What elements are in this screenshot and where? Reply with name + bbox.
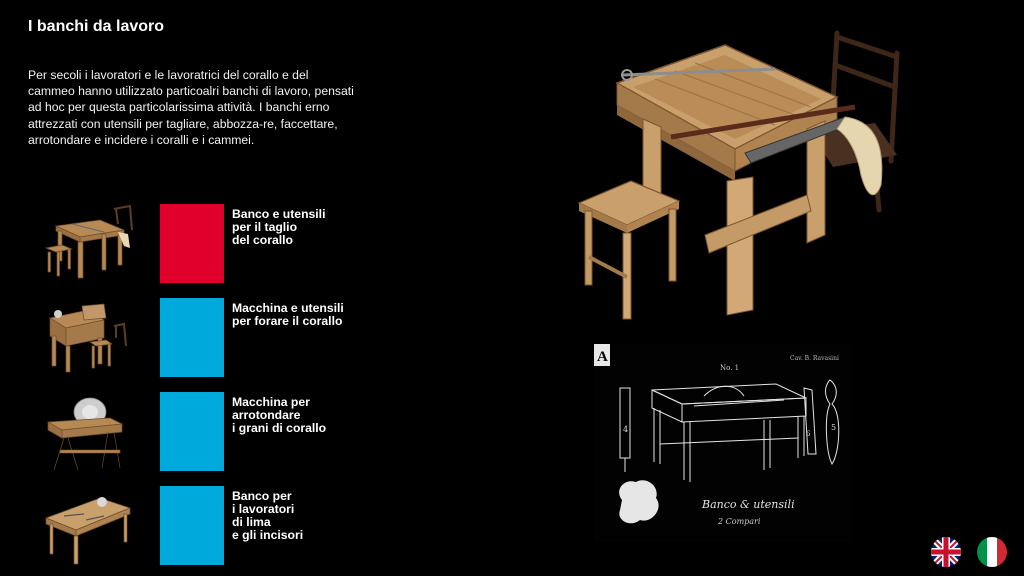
drawing-number-3: 5 — [831, 423, 837, 432]
menu-item-label: Banco e utensili per il taglio del corallo — [232, 207, 326, 247]
menu-item-label: Macchina per arrotondare i grani di corallo — [232, 395, 327, 435]
menu-swatch — [160, 298, 224, 377]
drawing-corner-note: Cav. B. Ravasini — [790, 355, 839, 362]
drawing-number-1: No. 1 — [720, 364, 740, 372]
language-italian-button[interactable] — [977, 537, 1007, 567]
menu-swatch — [160, 204, 224, 283]
engravers-bench-thumbnail — [44, 486, 136, 566]
menu-swatch — [160, 486, 224, 565]
menu-item-drilling-machine[interactable] — [44, 298, 374, 378]
language-english-button[interactable] — [931, 537, 961, 567]
drilling-machine-thumbnail — [44, 298, 136, 378]
cutting-bench-thumbnail — [44, 204, 136, 284]
menu-swatch — [160, 392, 224, 471]
menu-item-label: Macchina e utensili per forare il corallo — [232, 301, 344, 328]
uk-flag-icon — [931, 537, 961, 567]
italy-flag-icon — [977, 537, 1007, 567]
page-title: I banchi da lavoro — [28, 18, 165, 35]
menu-item-cutting-bench[interactable] — [44, 204, 374, 284]
menu-item-engravers-bench[interactable] — [44, 486, 374, 566]
historic-bench-drawing — [594, 344, 852, 542]
drawing-letter: A — [597, 349, 608, 365]
drawing-number-4: 6 — [806, 430, 811, 438]
rounding-machine-thumbnail — [44, 392, 136, 472]
intro-text: Per secoli i lavoratori e le lavoratrici del corallo e del cammeo hanno utilizzato particoalri banchi di lavoro, pensati ad hoc per questa particolarissima attività. I banchi erno attrezzati con utensili per tagliare, abbozza-re, faccettare, arrotondare e incidere i coralli e i cammei. — [28, 68, 354, 147]
drawing-caption: Banco & utensili — [702, 498, 795, 511]
menu-item-rounding-machine[interactable] — [44, 392, 374, 472]
workbench-3d-illustration — [575, 25, 920, 325]
drawing-number-2: 4 — [623, 425, 629, 434]
menu-item-label: Banco per i lavoratori di lima e gli incisori — [232, 489, 304, 542]
drawing-caption-2: 2 Compari — [718, 517, 761, 526]
